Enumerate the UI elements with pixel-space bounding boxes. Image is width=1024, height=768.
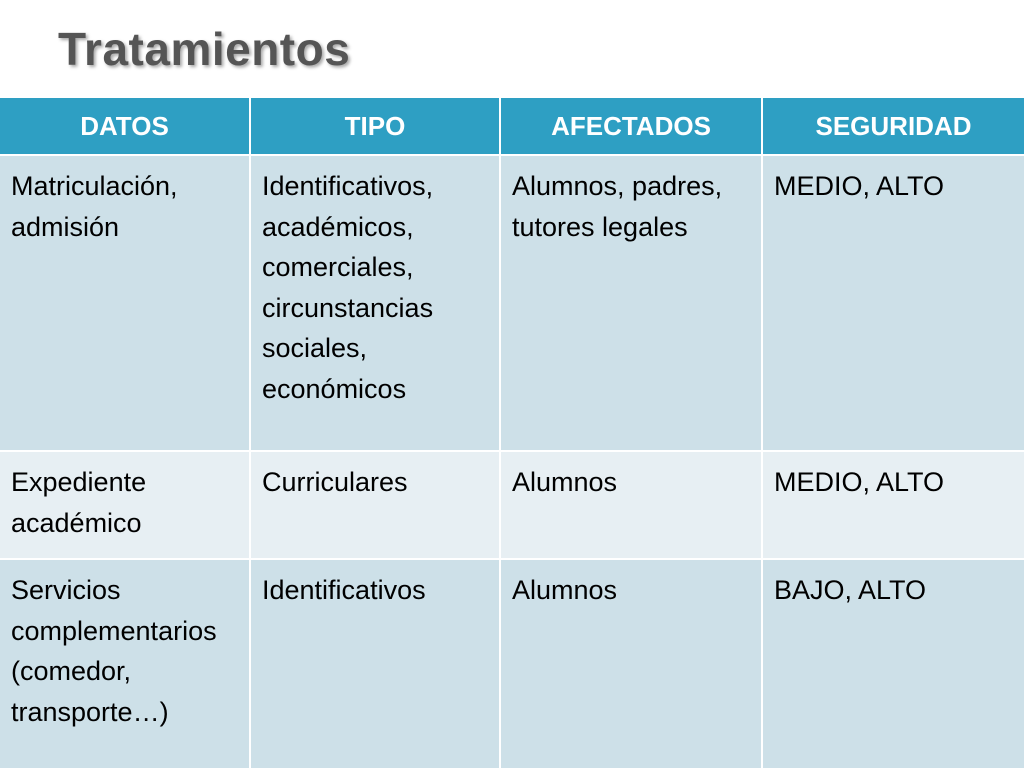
- cell-tipo: Identificativos: [250, 559, 500, 768]
- treatments-table: [0, 98, 1024, 768]
- cell-tipo: Curriculares: [250, 451, 500, 559]
- cell-afectados: Alumnos: [500, 451, 762, 559]
- slide-title: Tratamientos: [58, 23, 351, 75]
- cell-seguridad: MEDIO, ALTO: [762, 155, 1024, 451]
- column-header-seguridad: SEGURIDAD: [762, 98, 1024, 155]
- table-row: [0, 559, 1024, 768]
- column-header-afectados: AFECTADOS: [500, 98, 762, 155]
- cell-datos: Servicios complementarios (comedor, transporte…): [0, 559, 250, 768]
- table-row: [0, 155, 1024, 451]
- cell-tipo: Identificativos, académicos, comerciales, circunstancias sociales, económicos: [250, 155, 500, 451]
- table-row: [0, 451, 1024, 559]
- cell-afectados: Alumnos: [500, 559, 762, 768]
- table-header-row: [0, 98, 1024, 155]
- cell-afectados: Alumnos, padres, tutores legales: [500, 155, 762, 451]
- column-header-tipo: TIPO: [250, 98, 500, 155]
- cell-seguridad: BAJO, ALTO: [762, 559, 1024, 768]
- column-header-datos: DATOS: [0, 98, 250, 155]
- cell-seguridad: MEDIO, ALTO: [762, 451, 1024, 559]
- cell-datos: Expediente académico: [0, 451, 250, 559]
- cell-datos: Matriculación, admisión: [0, 155, 250, 451]
